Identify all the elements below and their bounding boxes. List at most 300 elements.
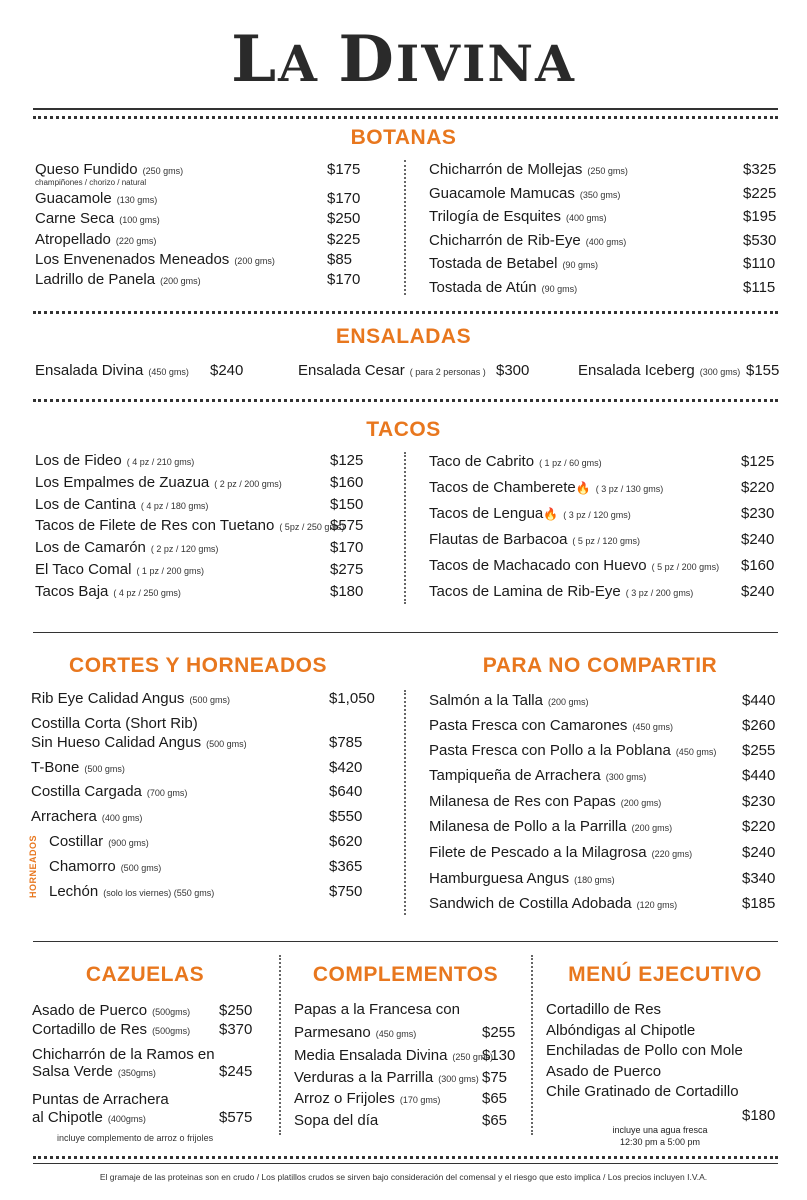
dotted-divider [33,116,778,119]
menu-item-name [429,208,607,225]
menu-item [429,479,779,501]
menu-item-price: $85 [327,251,353,268]
menu-item-label: Guacamole Mamucas [429,184,575,202]
section-title-botanas: BOTANAS [350,126,457,149]
menu-item-portion: (400 gms) [101,813,143,823]
menu-item-name [429,870,615,887]
menu-item-price: $170 [327,190,361,207]
menu-item [294,1001,519,1023]
menu-item-label: Ensalada Divina [35,362,144,379]
menu-item-portion: (130 gms) [116,195,158,205]
menu-item-label: Ensalada Cesar [298,362,405,379]
menu-item-portion: ( para 2 personas ) [409,367,486,377]
menu-item-portion: (120 gms) [636,900,678,910]
menu-item-portion: ( 4 pz / 210 gms) [126,457,195,467]
dotted-divider [33,399,778,402]
menu-item-label: Atropellado [35,231,111,248]
menu-item [35,190,365,212]
menu-item-price: $440 [742,767,776,784]
menu-item-label: Verduras a la Parrilla [294,1069,434,1086]
menu-item-price: $125 [741,453,775,470]
menu-item-label: Sandwich de Costilla Adobada [429,895,632,912]
menu-item-price: $230 [742,793,776,810]
menu-item-name [49,833,149,850]
menu-item-label: Sopa del día [294,1112,379,1129]
menu-item [429,895,779,917]
menu-item-label: El Taco Comal [35,561,132,578]
menu-item-label: Costilla Corta (Short Rib) [31,715,198,732]
menu-item-portion: (400 gms) [585,236,627,247]
restaurant-logo: LA DIVINA [231,22,576,97]
menu-item-portion: ( 4 pz / 180 gms) [140,500,209,511]
top-rule [33,108,778,110]
menu-item [35,231,365,253]
menu-item-price: $65 [482,1112,508,1129]
menu-item-label: Chile Gratinado de Cortadillo [546,1083,739,1100]
menu-item [429,208,779,230]
dotted-divider [33,311,778,314]
menu-item-name [35,251,275,268]
menu-item-portion: ( 1 pz / 60 gms) [539,458,602,468]
menu-item [429,232,779,254]
menu-item-portion: (500gms) [152,1026,191,1036]
menu-item-label: Arrachera [31,808,97,825]
menu-item-name [31,734,247,751]
dotted-divider [33,1156,778,1159]
menu-item-price: $550 [329,808,363,825]
menu-item-label: Costillar [49,833,104,850]
menu-item-portion: ( 1 pz / 200 gms) [136,566,204,576]
menu-item-label: Los de Fideo [35,452,122,469]
menu-item-name [429,531,640,548]
menu-item-name [49,883,214,900]
menu-item-portion: (200 gms) [160,276,201,286]
menu-item [429,844,779,866]
menu-item [429,767,779,789]
menu-item-name [35,231,156,248]
column-divider [404,690,406,915]
menu-item-name [429,583,693,600]
menu-item [294,1069,519,1091]
menu-item-price: $245 [219,1063,253,1080]
menu-item-name [429,255,598,272]
menu-item-name [31,690,230,707]
menu-item-label: Tostada de Betabel [429,255,558,272]
menu-item [35,271,365,293]
menu-item-label: Chamorro [49,858,116,875]
menu-item-label: Albóndigas al Chipotle [546,1021,696,1039]
section-title-cazuelas: CAZUELAS [85,963,205,986]
menu-item-label: Ladrillo de Panela [35,271,156,288]
menu-item [429,583,779,605]
menu-item-portion: (450 gms) [148,367,189,377]
fire-icon: 🔥 [575,481,591,495]
menu-item-label: Trilogía de Esquites [429,208,562,225]
menu-item-label: Rib Eye Calidad Angus [31,690,185,707]
menu-item-portion: (400gms) [107,1114,146,1124]
menu-item-price: $160 [330,473,364,491]
menu-item-portion: (500 gms) [206,739,247,749]
menu-item-price: $240 [210,362,244,379]
menu-item-label: Tacos de Machacado con Huevo [429,557,647,574]
bottom-rule [33,1163,778,1164]
menu-item-name [35,517,344,534]
fire-icon: 🔥 [543,507,559,521]
column-divider [404,452,406,604]
menu-item-portion: (250 gms) [587,166,628,176]
menu-item-portion: (500 gms) [84,764,125,774]
menu-item-label: Chicharrón de Mollejas [429,161,583,178]
menu-item [31,734,376,756]
menu-item-name [294,1024,416,1041]
menu-item-label: Asado de Puerco [546,1062,662,1080]
menu-item-portion: (200 gms) [620,798,662,808]
menu-item-label: Hamburguesa Angus [429,870,570,887]
menu-item [35,210,365,232]
menu-item-portion: (170 gms) [399,1095,441,1105]
menu-item [298,362,528,384]
menu-item-name [32,1091,169,1108]
menu-item-price: $125 [330,452,364,469]
menu-item-label: Puntas de Arrachera [32,1091,169,1108]
menu-item-portion: (200 gms) [631,823,673,833]
menu-item [429,505,779,527]
menu-item-label: Taco de Cabrito [429,453,535,470]
menu-item [429,453,779,475]
menu-item-price: $370 [219,1021,253,1038]
menu-item-portion: (300 gms) [605,772,647,782]
menu-item-label: Tacos de Filete de Res con Tuetano [35,517,275,535]
menu-item-portion: (450 gms) [375,1029,417,1039]
menu-item-label: Enchiladas de Pollo con Mole [546,1042,743,1059]
menu-item-label: Tacos de Lamina de Rib-Eye [429,583,621,600]
menu-item-label: Tacos Baja [35,582,109,600]
menu-item-portion: ( 4 pz / 250 gms) [113,587,181,598]
section-title-tacos: TACOS [366,418,441,441]
menu-item-label: Milanesa de Res con Papas [429,793,616,810]
menu-item-portion: (250 gms) [452,1052,493,1062]
menu-item-name [35,496,208,513]
menu-item-label: Tacos de Chamberete [429,479,576,496]
section-title-complementos: COMPLEMENTOS [312,963,499,986]
menu-item [429,531,779,553]
menu-item-label: Tampiqueña de Arrachera [429,767,601,784]
menu-item-portion: (500 gms) [120,863,162,873]
menu-item [429,818,779,840]
menu-item [429,279,779,301]
menu-item-name [429,767,646,784]
menu-item-name [32,1002,190,1019]
menu-item-price: $640 [329,783,363,800]
menu-item-portion: (180 gms) [574,875,615,885]
menu-item-name [429,895,677,912]
menu-item-price: $420 [329,759,363,776]
menu-item-label: Cortadillo de Res [32,1021,148,1038]
menu-item [31,808,376,830]
menu-item-name [31,783,187,800]
horneados-label: HORNEADOS [28,834,38,898]
menu-item-label: Salmón a la Talla [429,692,543,709]
menu-item-label: Carne Seca [35,210,115,227]
menu-item [32,1063,257,1085]
menu-ejecutivo-note-1: incluye una agua fresca [612,1125,708,1135]
menu-item-label: al Chipotle [32,1109,103,1126]
menu-item [429,742,779,764]
menu-item-name [32,1063,156,1080]
menu-item-price: $65 [482,1090,508,1107]
menu-item [35,474,395,496]
menu-item [32,1021,257,1043]
menu-item-name [31,715,198,732]
menu-item-name [429,844,692,861]
column-divider [279,955,281,1135]
menu-item-price: $175 [327,161,361,178]
menu-item-name [35,583,181,600]
menu-item [429,185,779,207]
section-rule [33,632,778,633]
column-divider [531,955,533,1135]
menu-item-price: $365 [329,858,363,875]
menu-item-portion: (400 gms) [566,213,607,223]
menu-item-name [429,557,719,574]
menu-item-portion: (450 gms) [632,722,673,732]
menu-item-label: Pasta Fresca con Pollo a la Poblana [429,742,671,759]
menu-item [294,1047,519,1069]
menu-item-name [35,539,218,556]
menu-item-name [429,818,672,835]
menu-item [429,161,779,183]
menu-item-portion: (300 gms) [699,367,741,377]
menu-item-price: $130 [482,1047,516,1064]
menu-item-portion: ( 3 pz / 120 gms) [563,510,631,520]
menu-item-name [578,362,740,379]
menu-ejecutivo-price: $180 [742,1107,776,1124]
menu-item-portion: (350gms) [117,1068,156,1078]
menu-item-name [294,1069,479,1086]
menu-item-portion: (220 gms) [115,236,157,246]
menu-item-name [294,1090,440,1107]
section-title-menu-ejecutivo: MENÚ EJECUTIVO [568,963,762,986]
menu-item [31,783,376,805]
menu-item-price: $220 [742,818,776,835]
menu-item-label: Parmesano [294,1024,371,1041]
section-title-ensaladas: ENSALADAS [335,325,472,348]
menu-item-name [429,232,626,249]
menu-item [35,452,395,474]
menu-item-name [31,759,125,776]
menu-item-portion: ( 2 pz / 120 gms) [150,544,219,555]
menu-item-portion: (350 gms) [579,189,621,200]
menu-item [578,362,807,384]
menu-item-label: Ensalada Iceberg [578,362,695,379]
section-title-cortes: CORTES Y HORNEADOS [69,654,327,677]
menu-item-name [32,1021,190,1038]
menu-item [35,583,395,605]
menu-item-label: Cortadillo de Res [546,1001,662,1018]
menu-item-label: Los Envenenados Meneados [35,251,230,268]
menu-item-portion: (220 gms) [651,849,693,859]
menu-item-price: $250 [219,1002,253,1019]
menu-item-label: Arroz o Frijoles [294,1090,395,1107]
menu-item-price: $150 [330,495,364,513]
menu-item [294,1024,519,1046]
menu-item-portion: ( 3 pz / 130 gms) [595,484,664,494]
menu-item-label: Filete de Pescado a la Milagrosa [429,844,647,861]
menu-item-name [49,858,161,875]
menu-item-portion: (900 gms) [108,838,149,848]
menu-item-name [429,453,602,470]
menu-item-price: $275 [330,561,364,578]
menu-item [31,690,376,712]
menu-item-price: $160 [741,557,775,574]
menu-item [294,1090,519,1112]
menu-item-portion: ( 3 pz / 200 gms) [625,588,694,598]
menu-item-price: $185 [742,895,776,912]
menu-item-price: $530 [743,231,777,249]
menu-item-price: $750 [329,883,363,900]
menu-item-name [294,1001,460,1018]
menu-item-name [35,271,201,288]
menu-item-portion: (250 gms) [142,166,184,176]
menu-item-label: Pasta Fresca con Camarones [429,717,628,734]
menu-item-label: Papas a la Francesa con [294,1001,460,1018]
menu-item-portion: (500gms) [152,1007,191,1017]
menu-item-label: Guacamole [35,190,112,207]
menu-item-label: Chicharrón de la Ramos en [32,1046,215,1063]
menu-item-price: $110 [743,255,776,272]
menu-item [31,759,376,781]
menu-item-price: $240 [741,583,775,600]
menu-item-name [35,452,194,469]
menu-item-label: Tacos de Lengua [429,505,544,522]
menu-item [49,883,379,905]
menu-item [35,517,395,539]
column-divider [404,160,406,295]
menu-item-name [294,1047,493,1064]
menu-item-portion: (100 gms) [119,215,160,225]
menu-item-label: Los Empalmes de Zuazua [35,473,210,491]
menu-item-name [35,190,157,207]
menu-item-name [35,362,189,379]
menu-item-price: $300 [496,362,530,379]
menu-item [49,858,379,880]
menu-item-label: Tostada de Atún [429,278,537,296]
menu-item-portion: (200 gms) [547,697,589,707]
menu-item-price: $225 [327,231,361,248]
footer-disclaimer: El gramaje de las proteinas son en crudo / Los platillos crudos se sirven bajo consideración del comensal y el riesgo que esto implica / Los precios incluyen I.V.A. [99,1172,708,1182]
menu-item-name [429,793,661,810]
menu-item-portion: ( 2 pz / 200 gms) [214,478,282,489]
menu-item-price: $575 [330,517,364,535]
menu-item-price: $225 [743,184,777,202]
menu-item-portion: (90 gms) [541,283,578,294]
menu-item-label: Milanesa de Pollo a la Parrilla [429,818,627,835]
menu-item-label: Lechón [49,883,99,900]
menu-item-name [429,279,577,296]
menu-item-price: $240 [741,531,775,548]
menu-item [429,692,779,714]
menu-item-price: $325 [743,161,777,178]
menu-item-name [35,561,204,578]
menu-item-price: $1,050 [329,690,375,707]
menu-item [429,255,779,277]
menu-item-portion: ( 5 pz / 200 gms) [651,562,720,572]
menu-item [35,251,365,273]
menu-item-price: $785 [329,734,363,751]
menu-item-price: $180 [330,582,364,600]
menu-item [35,539,395,561]
menu-item-portion: (90 gms) [562,260,598,270]
menu-item [32,1109,257,1131]
menu-item-price: $230 [741,505,775,522]
menu-item-portion: (300 gms) [438,1074,479,1084]
menu-item [294,1112,519,1134]
menu-item-price: $155 [746,362,780,379]
menu-item-price: $170 [330,539,364,557]
menu-item-name [35,161,183,178]
menu-item-price: $240 [742,844,776,861]
menu-item [35,561,395,583]
cazuelas-footnote: incluye complemento de arroz o frijoles [57,1133,214,1143]
menu-item [35,496,395,518]
menu-item-portion: ( 5pz / 250 gms) [279,522,345,533]
menu-item-name [429,479,663,496]
menu-item-price: $260 [742,717,776,734]
menu-item-price: $250 [327,210,361,227]
menu-item-name [429,742,716,759]
menu-item-portion: (700 gms) [146,788,188,798]
menu-item [429,717,779,739]
menu-ejecutivo-note-2: 12:30 pm a 5:00 pm [619,1137,701,1147]
menu-item [429,793,779,815]
menu-item-label: Costilla Cargada [31,783,142,800]
menu-item-label: Media Ensalada Divina [294,1047,448,1064]
menu-item-label: Asado de Puerco [32,1002,148,1019]
menu-item-name [35,474,282,491]
menu-item [429,557,779,579]
menu-item-price: $115 [743,278,776,296]
menu-item-price: $255 [742,742,776,759]
menu-item-portion: ( 5 pz / 120 gms) [572,536,640,546]
menu-item-price: $340 [742,870,776,887]
section-rule [33,941,778,942]
menu-item-portion: (450 gms) [675,747,717,757]
menu-item-name [294,1112,378,1129]
menu-item-price: $575 [219,1109,253,1126]
menu-item-portion: (200 gms) [234,256,275,266]
menu-item-name [429,717,673,734]
menu-item-price: $220 [741,479,775,496]
menu-item-label: Salsa Verde [32,1063,113,1080]
item-subnote: champiñones / chorizo / natural [35,178,147,187]
menu-item-name [32,1046,215,1063]
menu-item-label: Sin Hueso Calidad Angus [31,734,202,751]
section-title-para-no-compartir: PARA NO COMPARTIR [482,654,718,677]
menu-item-name [429,161,628,178]
menu-item-price: $255 [482,1024,516,1041]
menu-item-price: $75 [482,1069,508,1086]
menu-item-portion: (500 gms) [189,695,230,705]
menu-item-name [31,808,142,825]
menu-item-price: $170 [327,271,361,288]
menu-item-name [298,362,486,379]
menu-item-price: $620 [329,833,363,850]
menu-item [429,870,779,892]
menu-item-name [32,1109,146,1126]
menu-item [49,833,379,855]
menu-item-price: $440 [742,692,776,709]
menu-item-label: Flautas de Barbacoa [429,531,568,548]
